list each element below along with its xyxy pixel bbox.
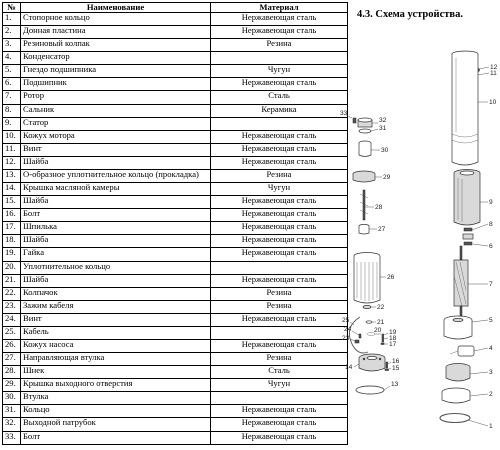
row-part-name: Винт xyxy=(21,143,211,156)
row-part-name: Зажим кабеля xyxy=(21,300,211,313)
row-part-name: Втулка xyxy=(21,392,211,405)
row-number: 29. xyxy=(3,379,21,392)
table-row xyxy=(3,26,348,39)
row-part-name: О-образное уплотнительное кольцо (прокладка) xyxy=(21,169,211,182)
part-bearing-seat xyxy=(444,316,472,339)
row-number: 1. xyxy=(3,13,21,26)
label-part-28: 28 xyxy=(375,204,383,211)
part-stator xyxy=(454,170,480,226)
row-number: 13. xyxy=(3,169,21,182)
row-material xyxy=(211,52,348,65)
row-material: Нержавеющая сталь xyxy=(211,196,348,209)
row-material: Керамика xyxy=(211,104,348,117)
label-part-15: 15 xyxy=(392,365,400,372)
row-part-name: Выходной патрубок xyxy=(21,418,211,431)
label-part-18: 18 xyxy=(389,335,397,342)
row-material xyxy=(211,326,348,339)
part-seal-ring-studs xyxy=(367,333,384,345)
header-name: Наименование xyxy=(21,3,211,13)
part-rubber-cap xyxy=(446,364,470,382)
row-number: 30. xyxy=(3,392,21,405)
table-row xyxy=(3,65,348,78)
row-number: 15. xyxy=(3,196,21,209)
table-row xyxy=(3,300,348,313)
table-row xyxy=(3,169,348,182)
row-material: Нержавеющая сталь xyxy=(211,78,348,91)
label-part-2: 2 xyxy=(489,391,493,398)
row-part-name: Уплотнительное кольцо xyxy=(21,261,211,274)
row-material xyxy=(211,261,348,274)
label-part-9: 9 xyxy=(489,199,493,206)
row-part-name: Ротор xyxy=(21,91,211,104)
row-number: 32. xyxy=(3,418,21,431)
row-material: Чугун xyxy=(211,379,348,392)
row-part-name: Шайба xyxy=(21,274,211,287)
part-outlet-cover xyxy=(353,171,375,182)
table-row xyxy=(3,392,348,405)
row-part-name: Болт xyxy=(21,431,211,444)
label-part-10: 10 xyxy=(489,99,497,106)
table-row xyxy=(3,366,348,379)
label-part-33: 33 xyxy=(340,110,348,117)
row-part-name: Резиновый колпак xyxy=(21,39,211,52)
row-part-name: Кожух мотора xyxy=(21,130,211,143)
table-row xyxy=(3,183,348,196)
table-row xyxy=(3,209,348,222)
row-part-name: Колпачок xyxy=(21,287,211,300)
row-number: 22. xyxy=(3,287,21,300)
table-row xyxy=(3,431,348,444)
part-seal-bearing xyxy=(463,228,473,245)
row-material: Нержавеющая сталь xyxy=(211,13,348,26)
table-row xyxy=(3,405,348,418)
row-material xyxy=(211,392,348,405)
part-outlet-pipe xyxy=(353,118,372,133)
row-part-name: Шайба xyxy=(21,156,211,169)
table-row xyxy=(3,91,348,104)
row-part-name: Крышка масляной камеры xyxy=(21,183,211,196)
device-scheme xyxy=(340,22,500,450)
table-row xyxy=(3,339,348,352)
table-row xyxy=(3,274,348,287)
row-part-name: Подшипник xyxy=(21,78,211,91)
row-material: Сталь xyxy=(211,91,348,104)
table-row xyxy=(3,52,348,65)
label-part-14: 14 xyxy=(345,364,353,371)
row-material: Резина xyxy=(211,300,348,313)
row-part-name: Конденсатор xyxy=(21,52,211,65)
label-part-31: 31 xyxy=(379,125,387,132)
row-part-name: Шпилька xyxy=(21,222,211,235)
label-part-17: 17 xyxy=(389,341,397,348)
row-number: 8. xyxy=(3,104,21,117)
row-number: 26. xyxy=(3,339,21,352)
row-material: Нержавеющая сталь xyxy=(211,156,348,169)
label-part-1: 1 xyxy=(489,423,493,430)
table-row xyxy=(3,379,348,392)
row-material: Чугун xyxy=(211,183,348,196)
row-part-name: Винт xyxy=(21,313,211,326)
table-row xyxy=(3,104,348,117)
row-number: 12. xyxy=(3,156,21,169)
row-part-name: Сальник xyxy=(21,104,211,117)
label-part-13: 13 xyxy=(391,381,399,388)
row-number: 27. xyxy=(3,353,21,366)
row-material: Резина xyxy=(211,39,348,52)
label-part-29: 29 xyxy=(383,174,391,181)
part-oil-chamber-cover xyxy=(359,354,385,371)
row-number: 23. xyxy=(3,300,21,313)
table-row xyxy=(3,261,348,274)
row-number: 16. xyxy=(3,209,21,222)
row-part-name: Шайба xyxy=(21,196,211,209)
row-number: 4. xyxy=(3,52,21,65)
part-cap-washer xyxy=(363,305,372,323)
row-material: Нержавеющая сталь xyxy=(211,143,348,156)
table-row xyxy=(3,13,348,26)
part-capacitor xyxy=(450,346,474,356)
row-number: 2. xyxy=(3,26,21,39)
row-material: Нержавеющая сталь xyxy=(211,405,348,418)
row-material: Нержавеющая сталь xyxy=(211,235,348,248)
row-number: 6. xyxy=(3,78,21,91)
label-part-22: 22 xyxy=(377,304,385,311)
row-number: 5. xyxy=(3,65,21,78)
row-material: Нержавеющая сталь xyxy=(211,431,348,444)
table-row xyxy=(3,353,348,366)
row-part-name: Болт xyxy=(21,209,211,222)
row-material: Нержавеющая сталь xyxy=(211,222,348,235)
label-part-19: 19 xyxy=(389,329,397,336)
table-row xyxy=(3,156,348,169)
row-part-name: Кабель xyxy=(21,326,211,339)
row-part-name: Донная пластина xyxy=(21,26,211,39)
label-part-4: 4 xyxy=(489,345,493,352)
row-part-name: Кожух насоса xyxy=(21,339,211,352)
diagram-title: 4.3. Схема устройства. xyxy=(357,9,463,20)
label-part-12: 12 xyxy=(490,64,498,71)
row-number: 25. xyxy=(3,326,21,339)
row-number: 19. xyxy=(3,248,21,261)
row-part-name: Шайба xyxy=(21,235,211,248)
row-material: Сталь xyxy=(211,366,348,379)
label-part-23: 23 xyxy=(342,335,350,342)
row-material: Нержавеющая сталь xyxy=(211,130,348,143)
part-bushing xyxy=(359,141,371,157)
parts-table-body xyxy=(3,13,348,445)
row-number: 3. xyxy=(3,39,21,52)
label-part-24: 24 xyxy=(344,326,352,333)
table-row xyxy=(3,313,348,326)
label-part-32: 32 xyxy=(379,117,387,124)
row-material: Нержавеющая сталь xyxy=(211,418,348,431)
table-row xyxy=(3,117,348,130)
table-row xyxy=(3,248,348,261)
row-part-name: Направляющая втулка xyxy=(21,353,211,366)
row-number: 20. xyxy=(3,261,21,274)
label-part-7: 7 xyxy=(489,281,493,288)
row-number: 14. xyxy=(3,183,21,196)
row-number: 17. xyxy=(3,222,21,235)
row-material: Нержавеющая сталь xyxy=(211,248,348,261)
label-part-21: 21 xyxy=(377,319,385,326)
row-material: Нержавеющая сталь xyxy=(211,26,348,39)
label-part-20: 20 xyxy=(374,327,382,334)
row-number: 31. xyxy=(3,405,21,418)
part-pump-housing xyxy=(354,253,380,304)
part-rotor xyxy=(454,246,468,316)
row-number: 28. xyxy=(3,366,21,379)
row-material: Резина xyxy=(211,169,348,182)
label-part-26: 26 xyxy=(387,274,395,281)
table-row xyxy=(3,78,348,91)
row-material: Нержавеющая сталь xyxy=(211,339,348,352)
table-row xyxy=(3,130,348,143)
table-row xyxy=(3,196,348,209)
row-material: Чугун xyxy=(211,65,348,78)
row-part-name: Кольцо xyxy=(21,405,211,418)
row-part-name: Шнек xyxy=(21,366,211,379)
row-material: Резина xyxy=(211,287,348,300)
part-motor-housing xyxy=(452,51,478,165)
table-row xyxy=(3,287,348,300)
row-material: Резина xyxy=(211,353,348,366)
label-part-27: 27 xyxy=(378,226,386,233)
table-row xyxy=(3,222,348,235)
row-number: 7. xyxy=(3,91,21,104)
header-material: Материал xyxy=(211,3,348,13)
table-row xyxy=(3,39,348,52)
row-number: 33. xyxy=(3,431,21,444)
label-part-30: 30 xyxy=(381,147,389,154)
table-row xyxy=(3,143,348,156)
table-row xyxy=(3,235,348,248)
part-guide-sleeve xyxy=(359,224,369,234)
label-part-25: 25 xyxy=(342,317,350,324)
label-part-16: 16 xyxy=(392,358,400,365)
row-material: Нержавеющая сталь xyxy=(211,313,348,326)
row-number: 24. xyxy=(3,313,21,326)
row-number: 11. xyxy=(3,143,21,156)
label-part-8: 8 xyxy=(489,221,493,228)
part-o-ring xyxy=(356,386,384,394)
part-bolt-washer xyxy=(385,362,389,371)
row-part-name: Статор xyxy=(21,117,211,130)
row-part-name: Крышка выходного отверстия xyxy=(21,379,211,392)
label-part-11: 11 xyxy=(490,70,497,77)
row-number: 9. xyxy=(3,117,21,130)
row-material: Нержавеющая сталь xyxy=(211,274,348,287)
row-part-name: Гнездо подшипника xyxy=(21,65,211,78)
row-part-name: Гайка xyxy=(21,248,211,261)
part-auger xyxy=(360,190,368,220)
table-row xyxy=(3,326,348,339)
label-part-3: 3 xyxy=(489,369,493,376)
row-number: 18. xyxy=(3,235,21,248)
row-number: 10. xyxy=(3,130,21,143)
table-row xyxy=(3,418,348,431)
label-part-5: 5 xyxy=(489,317,493,324)
label-part-6: 6 xyxy=(489,243,493,250)
row-material xyxy=(211,117,348,130)
row-material: Нержавеющая сталь xyxy=(211,209,348,222)
row-number: 21. xyxy=(3,274,21,287)
row-part-name: Стопорное кольцо xyxy=(21,13,211,26)
parts-table xyxy=(2,2,348,445)
part-retaining-ring xyxy=(440,414,470,423)
part-bottom-plate xyxy=(442,388,470,403)
table-header-row xyxy=(3,3,348,13)
header-number: № xyxy=(3,3,21,13)
